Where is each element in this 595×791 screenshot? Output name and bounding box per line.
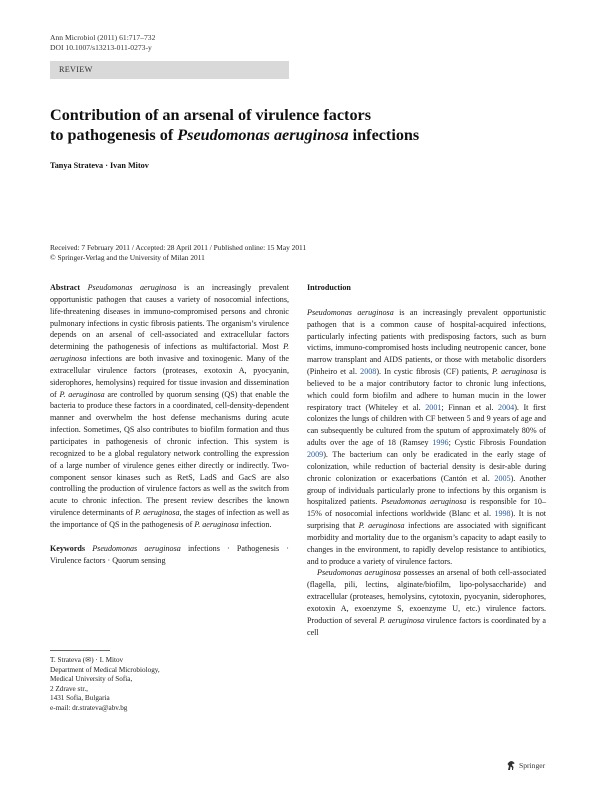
abstract-species: P. aeruginosa [59, 389, 105, 399]
intro-text: ; Finnan et al. [441, 402, 499, 412]
title-line-2-suffix: infections [348, 126, 420, 144]
keyword-species: Pseudomonas aeruginosa [92, 543, 181, 553]
author-list: Tanya Strateva · Ivan Mitov [50, 161, 149, 170]
springer-horse-icon [506, 760, 516, 771]
copyright-line: © Springer-Verlag and the University of Milan 2011 [50, 253, 205, 262]
abstract-text: are controlled by quorum sensing (QS) that enable the bacteria to produce these factors in a coordinated, cell-density-dependent manner and overwhelm the host defense mechanisms during acute infection. Sometimes, QS also contributes to biofilm formation and thus participates in pathogenesis of chronic infection. This system is recognized to be a global regulatory network controlling the expression of a large number of virulence genes either directly or indirectly. Two-component sensor kinases such as RetS, LadS and GacS are also controlling the production of virulence factors as well as the switch from acute to chronic infection. The present review describes the known virulence determinants of [50, 389, 290, 518]
citation-link[interactable]: 1998 [494, 509, 511, 519]
section-label: REVIEW [59, 65, 93, 74]
intro-text: is an increasingly prevalent opportunistic pathogen that is a common cause of hospital-acquired infections, particularly infecting patients with predisposing factors, such as burn victims, immuno-compromised hosts including neutropenic cancer, bone marrow transplant and AIDS patients, or those with metabolic disorders (Pinheiro et al. [307, 307, 546, 377]
abstract-species: Pseudomonas aeruginosa [87, 283, 177, 292]
section-heading-introduction: Introduction [307, 283, 351, 292]
received-accepted-line: Received: 7 February 2011 / Accepted: 28 April 2011 / Published online: 15 May 2011 [50, 243, 307, 252]
intro-species: P. aeruginosa [358, 521, 405, 531]
title-line-2-prefix: to pathogenesis of [50, 126, 178, 144]
citation-link[interactable]: 2005 [494, 473, 511, 483]
intro-text: is believed to be a major contributory factor to chronic lung infections, which could form biofilm and adhere to human mucin in the lower respiratory tract (Whiteley et al. [307, 367, 546, 412]
intro-species: Pseudomonas aeruginosa [307, 307, 394, 317]
abstract-text: infections are both invasive and toxinogenic. Many of the extracellular virulence factors (proteases, exotoxin A, pyocyanin, siderophores, hemolysins) required for tissue invasion and dissemination of [50, 354, 289, 399]
intro-text: ). Another group of individuals particularly prone to infections by this organism is hospitalized patients. [307, 473, 546, 507]
affiliation-authors: T. Strateva (✉) · I. Mitov [50, 656, 124, 664]
citation-link[interactable]: 2004 [498, 402, 515, 412]
title-species: Pseudomonas aeruginosa [177, 126, 349, 144]
intro-text: ). The bacterium can only be eradicated in the early stage of colonization, while reduction of bacterial density is desir-able during chronic colonization or exacerbations (Cantón et al. [307, 449, 546, 483]
affiliation-department: Department of Medical Microbiology, [50, 665, 160, 674]
intro-species: P. aeruginosa [492, 367, 538, 377]
abstract-species: P. aeruginosa [194, 519, 239, 529]
paper-title [50, 105, 520, 145]
affiliation-university: Medical University of Sofia, [50, 675, 133, 683]
affiliation-email[interactable]: e-mail: dr.strateva@abv.bg [50, 703, 128, 712]
publisher-mark [506, 760, 545, 771]
affiliation-city: 1431 Sofia, Bulgaria [50, 694, 110, 702]
left-column [50, 282, 289, 566]
publisher-name: Springer [519, 761, 546, 770]
keywords-text: infections · Pathogenesis · Virulence factors · Quorum sensing [50, 543, 289, 565]
right-column [307, 282, 546, 638]
abstract-species: P. aeruginosa [135, 508, 180, 518]
intro-text: infections are associated with significant morbidity and mortality due to the organism’s capacity to adapt easily to changes in the environment, to rapidly develop resistance to antibiotics, and to produce a variety of virulence factors. [307, 521, 546, 566]
intro-paragraph-2 [307, 567, 546, 638]
abstract-label: Abstract [50, 283, 81, 292]
intro-text: virulence factors is coordinated by a cell [307, 615, 546, 637]
journal-doi: DOI 10.1007/s13213-011-0273-y [50, 42, 152, 52]
intro-species: P. aeruginosa [379, 615, 425, 625]
intro-species: Pseudomonas aeruginosa [381, 497, 467, 507]
citation-link[interactable]: 1996 [432, 438, 449, 448]
keywords-label: Keywords [50, 543, 86, 553]
intro-paragraph-1 [307, 307, 546, 568]
citation-link[interactable]: 2001 [425, 402, 442, 412]
section-banner [50, 61, 289, 79]
intro-text: ). It is not surprising that [307, 509, 546, 531]
publication-dates [50, 243, 550, 263]
title-line-1: Contribution of an arsenal of virulence factors [50, 106, 372, 124]
intro-text: possesses an arsenal of both cell-associated (flagella, pili, lectins, alginate/biofilm, lipo-polysaccharide) and extracellular (proteases, hemolysins, cytotoxin, pyocyanin, siderophores, exotoxin A, exoenzyme S, exoenzyme U, etc.) virulence factors. Production of several [307, 568, 546, 625]
intro-species: Pseudomonas aeruginosa [317, 568, 401, 578]
citation-link[interactable]: 2008 [360, 367, 377, 377]
title-line-2 [50, 125, 520, 145]
journal-header [50, 33, 155, 52]
abstract-species: P. aeruginosa [50, 342, 289, 364]
intro-text: ). It first colonizes the lungs of children with CF between 5 and 9 years of age and can subsequently be cultured from the sputum of approximately 80% of adults over the age of 18 (Ramsey [307, 402, 547, 448]
citation-link[interactable]: 2009 [307, 449, 324, 459]
affiliation-street: 2 Zdrave str., [50, 684, 88, 693]
abstract-text: , the stages of infection as well as the importance of QS in the pathogenesis of [50, 508, 289, 529]
intro-text: ; Cystic Fibrosis Foundation [448, 438, 546, 448]
intro-text: ). In cystic fibrosis (CF) patients, [376, 367, 493, 377]
intro-text: is responsible for 10–15% of nosocomial infections worldwide (Blanc et al. [307, 497, 546, 519]
abstract-text: infection. [238, 519, 272, 529]
keywords [50, 543, 289, 567]
journal-citation: Ann Microbiol (2011) 61:717–732 [50, 33, 156, 42]
footnote-divider [50, 650, 110, 651]
author-affiliation [50, 656, 289, 713]
abstract-text: is an increasingly prevalent opportunistic pathogen that causes a variety of nosocomial infections, life-threatening diseases in immuno-compromised persons and chronic pulmonary infections in cystic fibrosis patients. The organism’s virulence depends on an arsenal of cell-associated and extracellular factors determining the pathogenesis of infections as multifactorial. Most [50, 283, 289, 352]
abstract [50, 282, 289, 531]
